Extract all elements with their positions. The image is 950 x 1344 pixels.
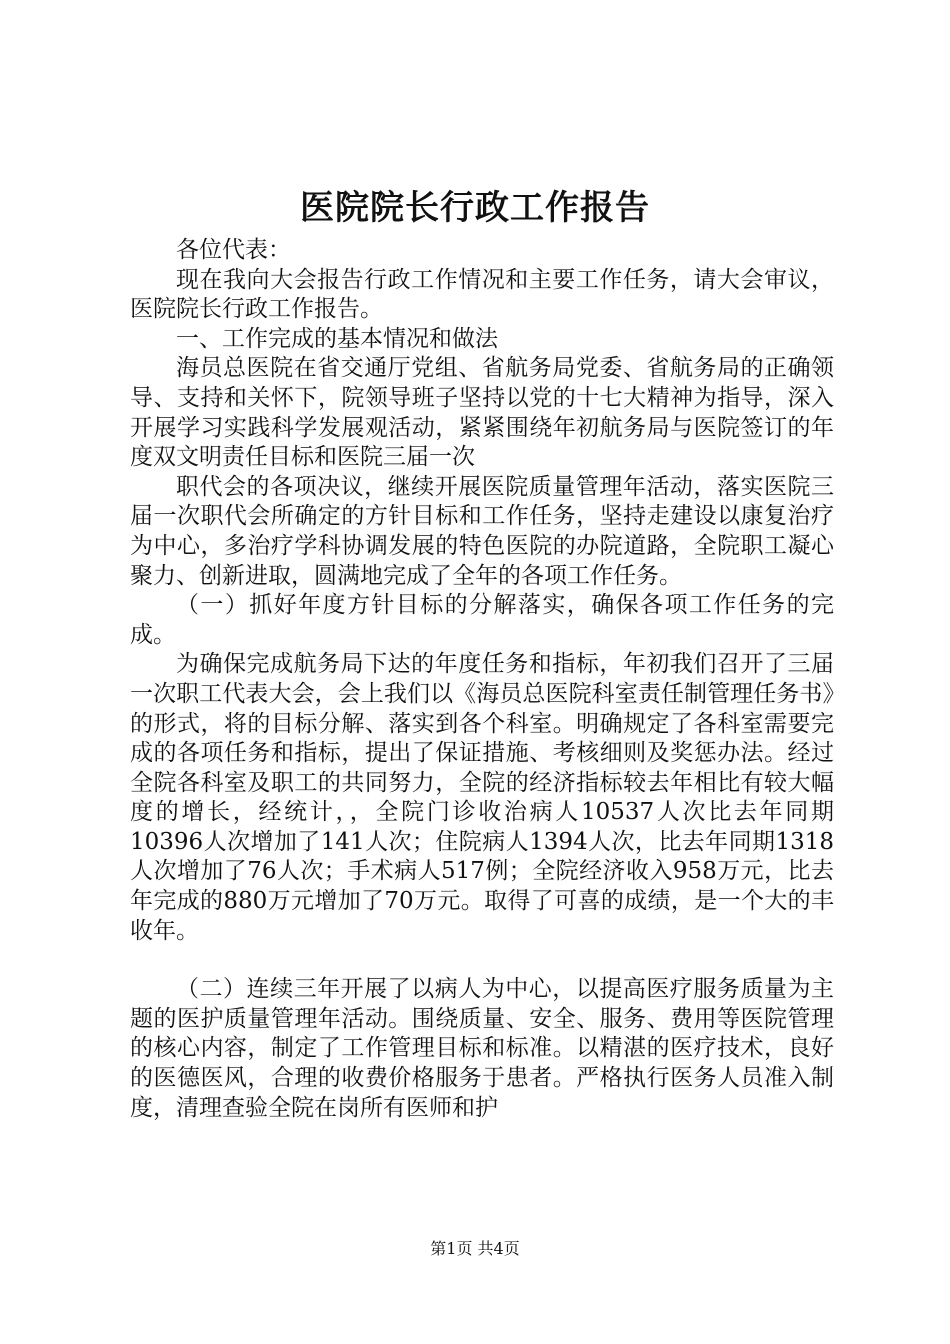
paragraph-salutation: 各位代表： [176, 237, 291, 263]
section-heading-1: 一、工作完成的基本情况和做法 [176, 325, 498, 352]
paragraph-overview: 海员总医院在省交通厅党组、省航务局党委、省航务局的正确领导、支持和关怀下，院领导班子坚持以党的十七大精神为指导，深入开展学习实践科学发展观活动，紧紧围绕年初航务局与医院签订的年度双文明责任目标和医院三届一次 [130, 355, 834, 471]
paragraph-quality-management: （二）连续三年开展了以病人为中心，以提高医疗服务质量为主题的医护质量管理年活动。围绕质量、安全、服务、费用等医院管理的核心内容，制定了工作管理目标和标准。以精湛的医疗技术，良好的医德医风，合理的收费价格服务于患者。严格执行医务人员准入制度，清理查验全院在岗所有医师和护 [130, 976, 834, 1121]
subsection-heading-1: （一）抓好年度方针目标的分解落实，确保各项工作任务的完成。 [130, 592, 834, 648]
paragraph-intro: 现在我向大会报告行政工作情况和主要工作任务，请大会审议，医院院长行政工作报告。 [130, 266, 834, 323]
document-title: 医院院长行政工作报告 [300, 188, 650, 228]
document-body [130, 236, 834, 1123]
paragraph-targets: 为确保完成航务局下达的年度任务和指标，年初我们召开了三届一次职工代表大会，会上我们以《海员总医院科室责任制管理任务书》的形式，将的目标分解、落实到各个科室。明确规定了各科室需要完成的各项任务和指标，提出了保证措施、考核细则及奖惩办法。经过全院各科室及职工的共同努力，全院的经济指标较去年相比有较大幅度的增长，经统计，，全院门诊收治病人10537人次比去年同期10396人次增加了141人次；住院病人1394人次，比去年同期1318人次增加了76人次；手术病人517例；全院经济收入958万元，比去年完成的880万元增加了70万元。取得了可喜的成绩，是一个大的丰收年。 [130, 651, 834, 944]
page-number-footer: 第1页 共4页 [430, 1239, 520, 1258]
paragraph-overview-continued: 职代会的各项决议，继续开展医院质量管理年活动，落实医院三届一次职代会所确定的方针目标和工作任务，坚持走建设以康复治疗为中心，多治疗学科协调发展的特色医院的办院道路，全院职工凝心聚力、创新进取，圆满地完成了全年的各项工作任务。 [130, 473, 834, 589]
